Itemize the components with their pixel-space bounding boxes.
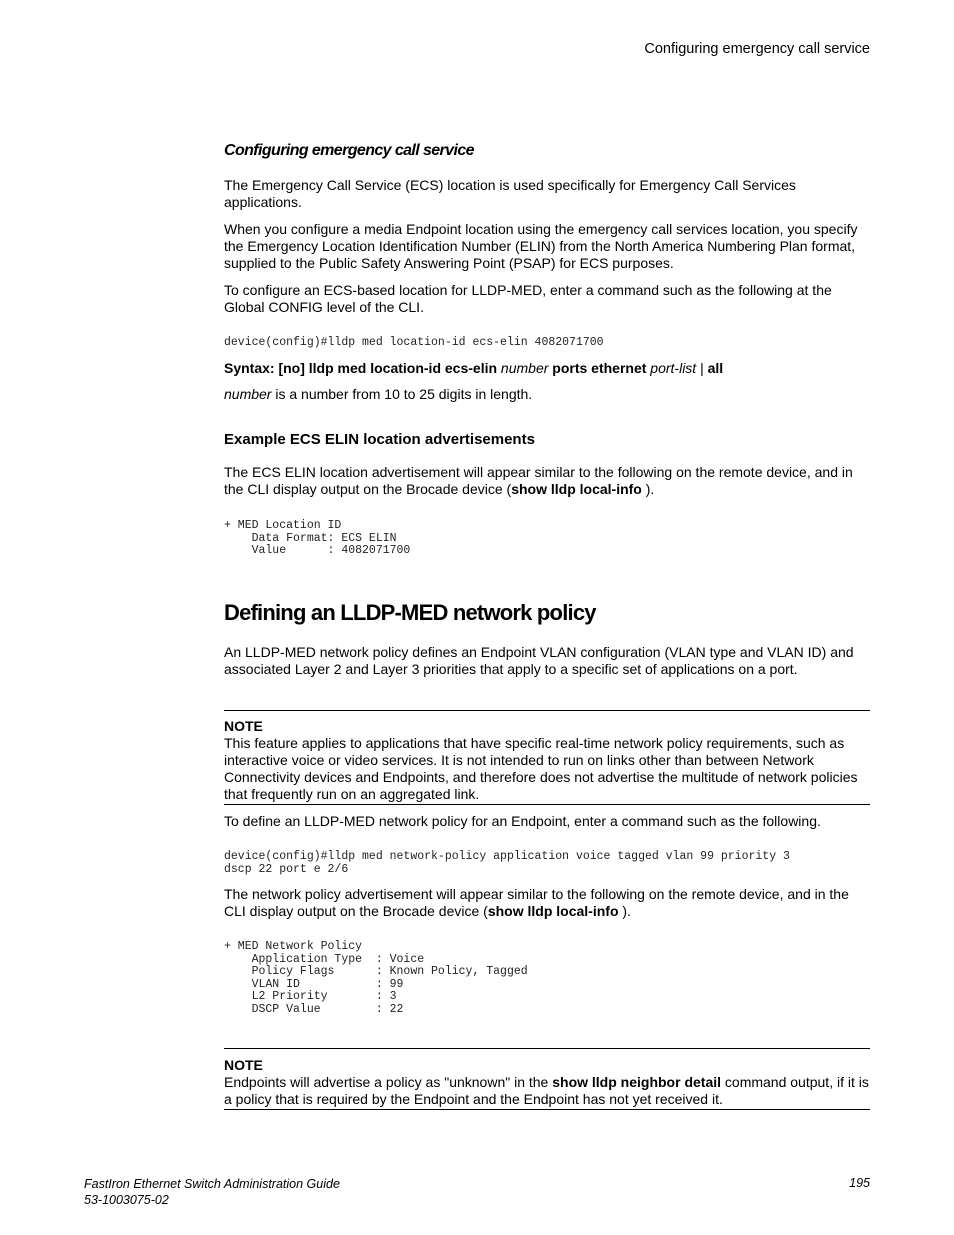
ecs-syntax [224, 360, 870, 377]
running-header: Configuring emergency call service [644, 41, 870, 57]
ecs-paragraph-3: To configure an ECS-based location for LLDP-MED, enter a command such as the following at the Global CONFIG level of the CLI. [224, 282, 832, 315]
syntax-arg-port-list: port-list [650, 360, 697, 376]
ecs-elin-output: + MED Location ID Data Format: ECS ELIN Value : 4082071700 [224, 519, 411, 558]
note-box-2 [224, 1048, 870, 1110]
policy-command-example: device(config)#lldp med network-policy application voice tagged vlan 99 priority 3 dscp 22 port e 2/6 [224, 850, 790, 876]
syntax-separator: | [696, 360, 708, 376]
footer-page-number: 195 [849, 1176, 870, 1190]
example-text: The ECS ELIN location advertisement will appear similar to the following on the remote device, and in the CLI display output on the Brocade device ( [224, 464, 853, 497]
note-box-1 [224, 710, 870, 805]
ecs-paragraph-2: When you configure a media Endpoint location using the emergency call services location, you specify the Emergency Location Identification Number (ELIN) from the North America Numbering Plan format, supplied to the Public Safety Answering Point (PSAP) for ECS purposes. [224, 221, 858, 271]
ecs-parameter-description [224, 386, 870, 403]
policy-text: The network policy advertisement will appear similar to the following on the remote device, and in the CLI display output on the Brocade device ( [224, 886, 849, 919]
ecs-paragraph-1: The Emergency Call Service (ECS) location is used specifically for Emergency Call Services applications. [224, 177, 796, 210]
example-heading: Example ECS ELIN location advertisements [224, 431, 535, 448]
syntax-part: ports ethernet [548, 360, 651, 376]
note-label: NOTE [224, 718, 263, 734]
example-paragraph [224, 464, 870, 498]
policy-paragraph-3 [224, 886, 870, 920]
ecs-command-example: device(config)#lldp med location-id ecs-elin 4082071700 [224, 336, 604, 349]
policy-command-name: show lldp local-info [487, 903, 619, 919]
syntax-part: Syntax: [no] lldp med location-id ecs-elin [224, 360, 501, 376]
policy-paragraph-1: An LLDP-MED network policy defines an Endpoint VLAN configuration (VLAN type and VLAN ID) and associated Layer 2 and Layer 3 priorities that apply to a specific set of applications on a port. [224, 644, 854, 677]
policy-section-heading: Defining an LLDP-MED network policy [224, 600, 596, 625]
example-command-name: show lldp local-info [511, 481, 642, 497]
syntax-arg-number: number [500, 360, 549, 376]
syntax-all: all [707, 360, 724, 376]
policy-text-end: ). [618, 903, 631, 919]
ecs-section-heading: Configuring emergency call service [224, 142, 474, 159]
note-label: NOTE [224, 1057, 263, 1073]
policy-output: + MED Network Policy Application Type : Voice Policy Flags : Known Policy, Tagged VLAN ID : 99 L2 Priority : 3 DSCP Value : 22 [224, 940, 528, 1016]
param-desc: is a number from 10 to 25 digits in length. [271, 386, 533, 402]
footer-left [84, 1176, 340, 1208]
footer-guide-title: FastIron Ethernet Switch Administration Guide [84, 1177, 340, 1191]
note-text: This feature applies to applications that have specific real-time network policy requirements, such as interactive voice or video services. It is not intended to run on links other than between Network Connectivity devices and Endpoints, and therefore does not advertise the multitude of network policies that frequently run on an aggregated link. [224, 735, 858, 802]
example-text-end: ). [641, 481, 655, 497]
footer-doc-number: 53-1003075-02 [84, 1193, 169, 1207]
note-text [224, 1074, 870, 1108]
note-text-part: command output, if it is a policy that is required by the Endpoint and the Endpoint has not yet received it. [224, 1074, 869, 1107]
note-text-part: Endpoints will advertise a policy as "unknown" in the [224, 1074, 553, 1090]
note-command-name: show lldp neighbor detail [552, 1074, 722, 1090]
param-name: number [224, 386, 272, 402]
policy-paragraph-2: To define an LLDP-MED network policy for an Endpoint, enter a command such as the following. [224, 813, 821, 829]
